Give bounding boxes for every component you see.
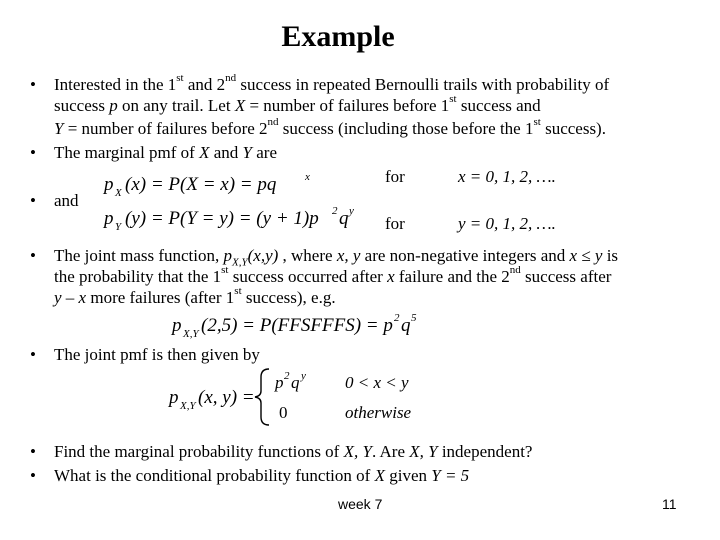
svg-text:p: p bbox=[104, 174, 114, 195]
svg-text:0: 0 bbox=[279, 403, 288, 422]
bullet-5-text: The joint pmf is then given by bbox=[54, 345, 260, 364]
svg-text:(y) = P(Y = y) = (y + 1)p: (y) = P(Y = y) = (y + 1)p bbox=[125, 208, 319, 229]
svg-text:(x) = P(X = x) = pq: (x) = P(X = x) = pq bbox=[125, 174, 277, 195]
bullet-1-line-3: Y = number of failures before 2nd success (including those before the 1st success). bbox=[54, 116, 606, 138]
bullet-marker: • bbox=[30, 345, 36, 364]
svg-text:X,Y: X,Y bbox=[183, 328, 199, 340]
svg-text:X,Y: X,Y bbox=[180, 400, 196, 412]
formula-joint-example bbox=[168, 308, 428, 342]
bullet-marker: • bbox=[30, 246, 36, 265]
svg-text:X: X bbox=[115, 187, 122, 199]
svg-text:2: 2 bbox=[332, 205, 338, 217]
svg-text:x: x bbox=[305, 171, 310, 183]
svg-text:p: p bbox=[104, 208, 114, 229]
bullet-1-line-1: Interested in the 1st and 2nd success in repeated Bernoulli trails with probability of bbox=[54, 72, 610, 94]
svg-text:otherwise: otherwise bbox=[345, 403, 412, 422]
left-brace bbox=[255, 369, 269, 425]
svg-text:p: p bbox=[169, 387, 179, 408]
bullet-4-line-2: the probability that the 1st success occurred after x failure and the 2nd success after bbox=[54, 264, 612, 286]
bullet-marker: • bbox=[30, 466, 36, 485]
bullet-4-line-1: The joint mass function, $p_{X,Y}(x,y)$ , where x, y are non-negative integers and x ≤ y is bbox=[54, 246, 619, 269]
footer-label: week 7 bbox=[338, 496, 383, 512]
svg-text:5: 5 bbox=[411, 312, 417, 324]
bullet-marker: • bbox=[30, 75, 36, 94]
svg-text:2: 2 bbox=[394, 312, 400, 324]
svg-text:0 < x < y: 0 < x < y bbox=[345, 373, 409, 392]
svg-text:p: p bbox=[172, 315, 182, 336]
bullet-marker: • bbox=[30, 442, 36, 461]
formula-marginal-y bbox=[100, 200, 380, 236]
svg-text:q: q bbox=[339, 208, 349, 229]
formula-marginal-x bbox=[100, 168, 330, 202]
svg-text:y: y bbox=[349, 205, 354, 217]
bullet-2-text: The marginal pmf of X and Y are bbox=[54, 143, 278, 162]
svg-text:p: p bbox=[275, 373, 284, 392]
bullet-7-text: What is the conditional probability function of X given Y = 5 bbox=[54, 466, 470, 485]
marginal-x-range: x = 0, 1, 2, …. bbox=[458, 167, 556, 186]
svg-text:(x, y) =: (x, y) = bbox=[198, 387, 255, 408]
slide-title: Example bbox=[281, 20, 395, 53]
bullet-1-line-2: success p on any trail. Let X = number of failures before 1st success and bbox=[54, 93, 541, 115]
page-number: 11 bbox=[662, 496, 677, 512]
svg-text:Y: Y bbox=[115, 221, 122, 233]
svg-text:q: q bbox=[291, 373, 300, 392]
bullet-marker: • bbox=[30, 143, 36, 162]
marginal-y-range: y = 0, 1, 2, …. bbox=[458, 214, 556, 233]
svg-text:y: y bbox=[301, 370, 306, 382]
bullet-3-text: and bbox=[54, 191, 79, 210]
bullet-marker: • bbox=[30, 191, 36, 210]
svg-text:2: 2 bbox=[284, 370, 290, 382]
bullet-6-text: Find the marginal probability functions of X, Y. Are X, Y independent? bbox=[54, 442, 533, 461]
bullet-4-line-3: y – x more failures (after 1st success), e.g. bbox=[54, 285, 336, 307]
marginal-x-for-label: for bbox=[385, 167, 405, 186]
svg-text:(2,5) = P(FFSFFFS) = p: (2,5) = P(FFSFFFS) = p bbox=[201, 315, 393, 336]
formula-joint-pmf bbox=[165, 365, 435, 427]
marginal-y-for-label: for bbox=[385, 214, 405, 233]
svg-text:q: q bbox=[401, 315, 411, 336]
